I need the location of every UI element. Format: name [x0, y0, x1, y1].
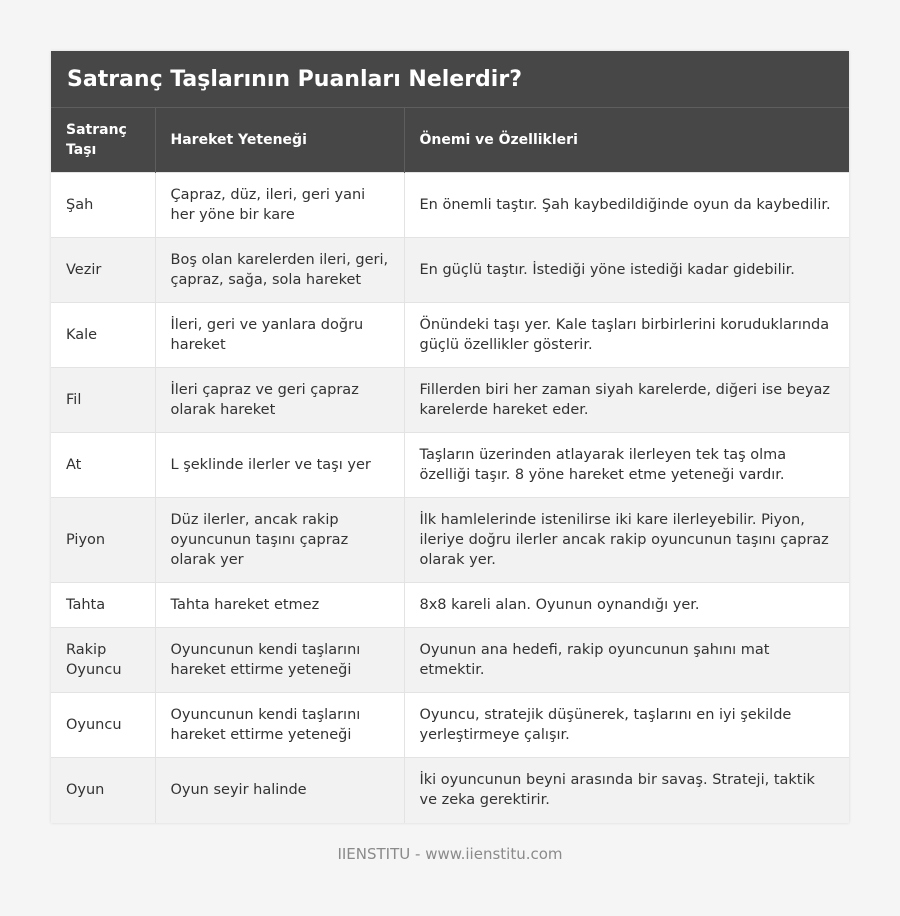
cell-importance: Oyuncu, stratejik düşünerek, taşlarını en iyi şekilde yerleştirmeye çalışır. — [404, 693, 849, 758]
cell-movement: Boş olan karelerden ileri, geri, çapraz, sağa, sola hareket — [155, 238, 404, 303]
cell-movement: Oyuncunun kendi taşlarını hareket ettirme yeteneği — [155, 628, 404, 693]
table-row — [51, 583, 849, 628]
cell-piece: Rakip Oyuncu — [51, 628, 155, 693]
cell-importance: Fillerden biri her zaman siyah karelerde, diğeri ise beyaz karelerde hareket eder. — [404, 368, 849, 433]
footer-credit: IIENSTITU - www.iienstitu.com — [337, 845, 563, 863]
column-header-piece: Satranç Taşı — [51, 108, 155, 173]
cell-movement: Tahta hareket etmez — [155, 583, 404, 628]
cell-piece: Kale — [51, 303, 155, 368]
cell-movement: L şeklinde ilerler ve taşı yer — [155, 433, 404, 498]
column-header-movement: Hareket Yeteneği — [155, 108, 404, 173]
cell-piece: Fil — [51, 368, 155, 433]
column-header-importance: Önemi ve Özellikleri — [404, 108, 849, 173]
table-row — [51, 693, 849, 758]
cell-piece: At — [51, 433, 155, 498]
table-row — [51, 368, 849, 433]
cell-movement: Çapraz, düz, ileri, geri yani her yöne bir kare — [155, 173, 404, 238]
cell-movement: Düz ilerler, ancak rakip oyuncunun taşını çapraz olarak yer — [155, 498, 404, 583]
cell-movement: İleri, geri ve yanlara doğru hareket — [155, 303, 404, 368]
cell-importance: 8x8 kareli alan. Oyunun oynandığı yer. — [404, 583, 849, 628]
table-row — [51, 498, 849, 583]
cell-importance: En önemli taştır. Şah kaybedildiğinde oyun da kaybedilir. — [404, 173, 849, 238]
cell-importance: İlk hamlelerinde istenilirse iki kare ilerleyebilir. Piyon, ileriye doğru ilerler ancak rakip oyuncunun taşını çapraz olarak yer. — [404, 498, 849, 583]
header-row — [51, 108, 849, 173]
table-row — [51, 238, 849, 303]
cell-importance: İki oyuncunun beyni arasında bir savaş. Strateji, taktik ve zeka gerektirir. — [404, 758, 849, 823]
cell-piece: Oyun — [51, 758, 155, 823]
table-row — [51, 758, 849, 823]
table-row — [51, 628, 849, 693]
cell-piece: Oyuncu — [51, 693, 155, 758]
cell-piece: Tahta — [51, 583, 155, 628]
cell-movement: Oyuncunun kendi taşlarını hareket ettirme yeteneği — [155, 693, 404, 758]
table-card — [51, 51, 849, 823]
cell-importance: Taşların üzerinden atlayarak ilerleyen tek taş olma özelliği taşır. 8 yöne hareket etme yeteneği vardır. — [404, 433, 849, 498]
cell-movement: İleri çapraz ve geri çapraz olarak hareket — [155, 368, 404, 433]
cell-importance: Önündeki taşı yer. Kale taşları birbirlerini koruduklarında güçlü özellikler gösterir. — [404, 303, 849, 368]
cell-piece: Şah — [51, 173, 155, 238]
cell-importance: Oyunun ana hedefi, rakip oyuncunun şahını mat etmektir. — [404, 628, 849, 693]
chess-pieces-table — [51, 108, 849, 823]
cell-importance: En güçlü taştır. İstediği yöne istediği kadar gidebilir. — [404, 238, 849, 303]
cell-piece: Vezir — [51, 238, 155, 303]
table-row — [51, 433, 849, 498]
table-row — [51, 173, 849, 238]
table-row — [51, 303, 849, 368]
table-title: Satranç Taşlarının Puanları Nelerdir? — [51, 51, 849, 108]
cell-piece: Piyon — [51, 498, 155, 583]
cell-movement: Oyun seyir halinde — [155, 758, 404, 823]
